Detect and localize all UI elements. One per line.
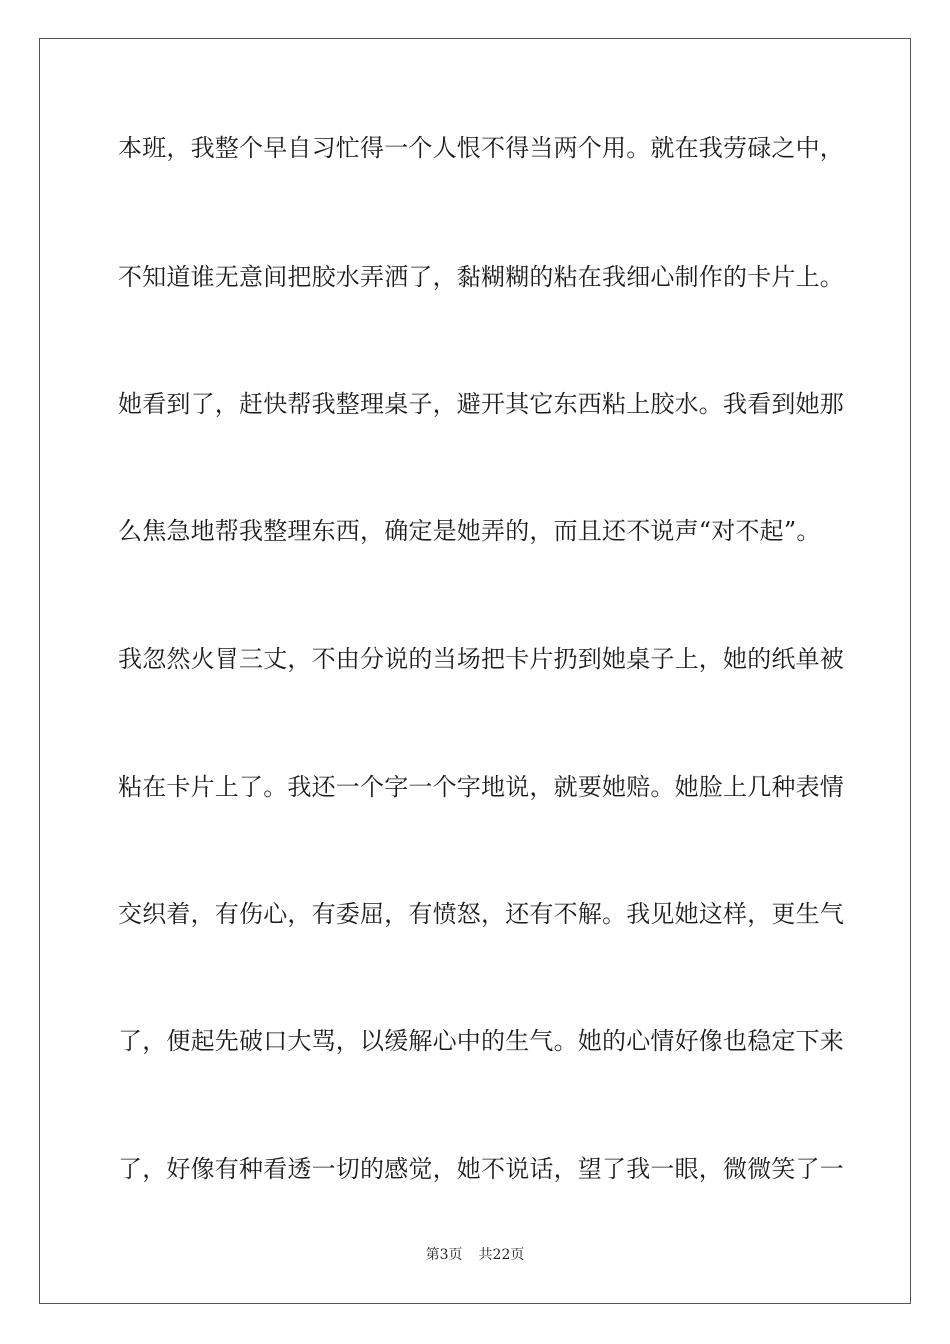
text-line: 不知道谁无意间把胶水弄洒了，黏糊糊的粘在我细心制作的卡片上。 bbox=[118, 263, 844, 291]
text-line: 么焦急地帮我整理东西，确定是她弄的，而且还不说声“对不起”。 bbox=[118, 517, 821, 545]
text-line: 交织着，有伤心，有委屈，有愤怒，还有不解。我见她这样，更生气 bbox=[118, 900, 844, 928]
text-line: 了，好像有种看透一切的感觉，她不说话，望了我一眼，微微笑了一 bbox=[118, 1155, 844, 1183]
text-line: 粘在卡片上了。我还一个字一个字地说，就要她赔。她脸上几种表情 bbox=[118, 773, 844, 801]
text-line: 了，便起先破口大骂，以缓解心中的生气。她的心情好像也稳定下来 bbox=[118, 1027, 844, 1055]
page-footer bbox=[0, 1246, 950, 1264]
page-total: 共22页 bbox=[478, 1247, 525, 1263]
text-line: 她看到了，赶快帮我整理桌子，避开其它东西粘上胶水。我看到她那 bbox=[118, 390, 844, 418]
text-line: 我忽然火冒三丈，不由分说的当场把卡片扔到她桌子上，她的纸单被 bbox=[118, 645, 844, 673]
text-line: 本班，我整个早自习忙得一个人恨不得当两个用。就在我劳碌之中， bbox=[118, 134, 844, 162]
page-number: 第3页 bbox=[425, 1247, 463, 1263]
